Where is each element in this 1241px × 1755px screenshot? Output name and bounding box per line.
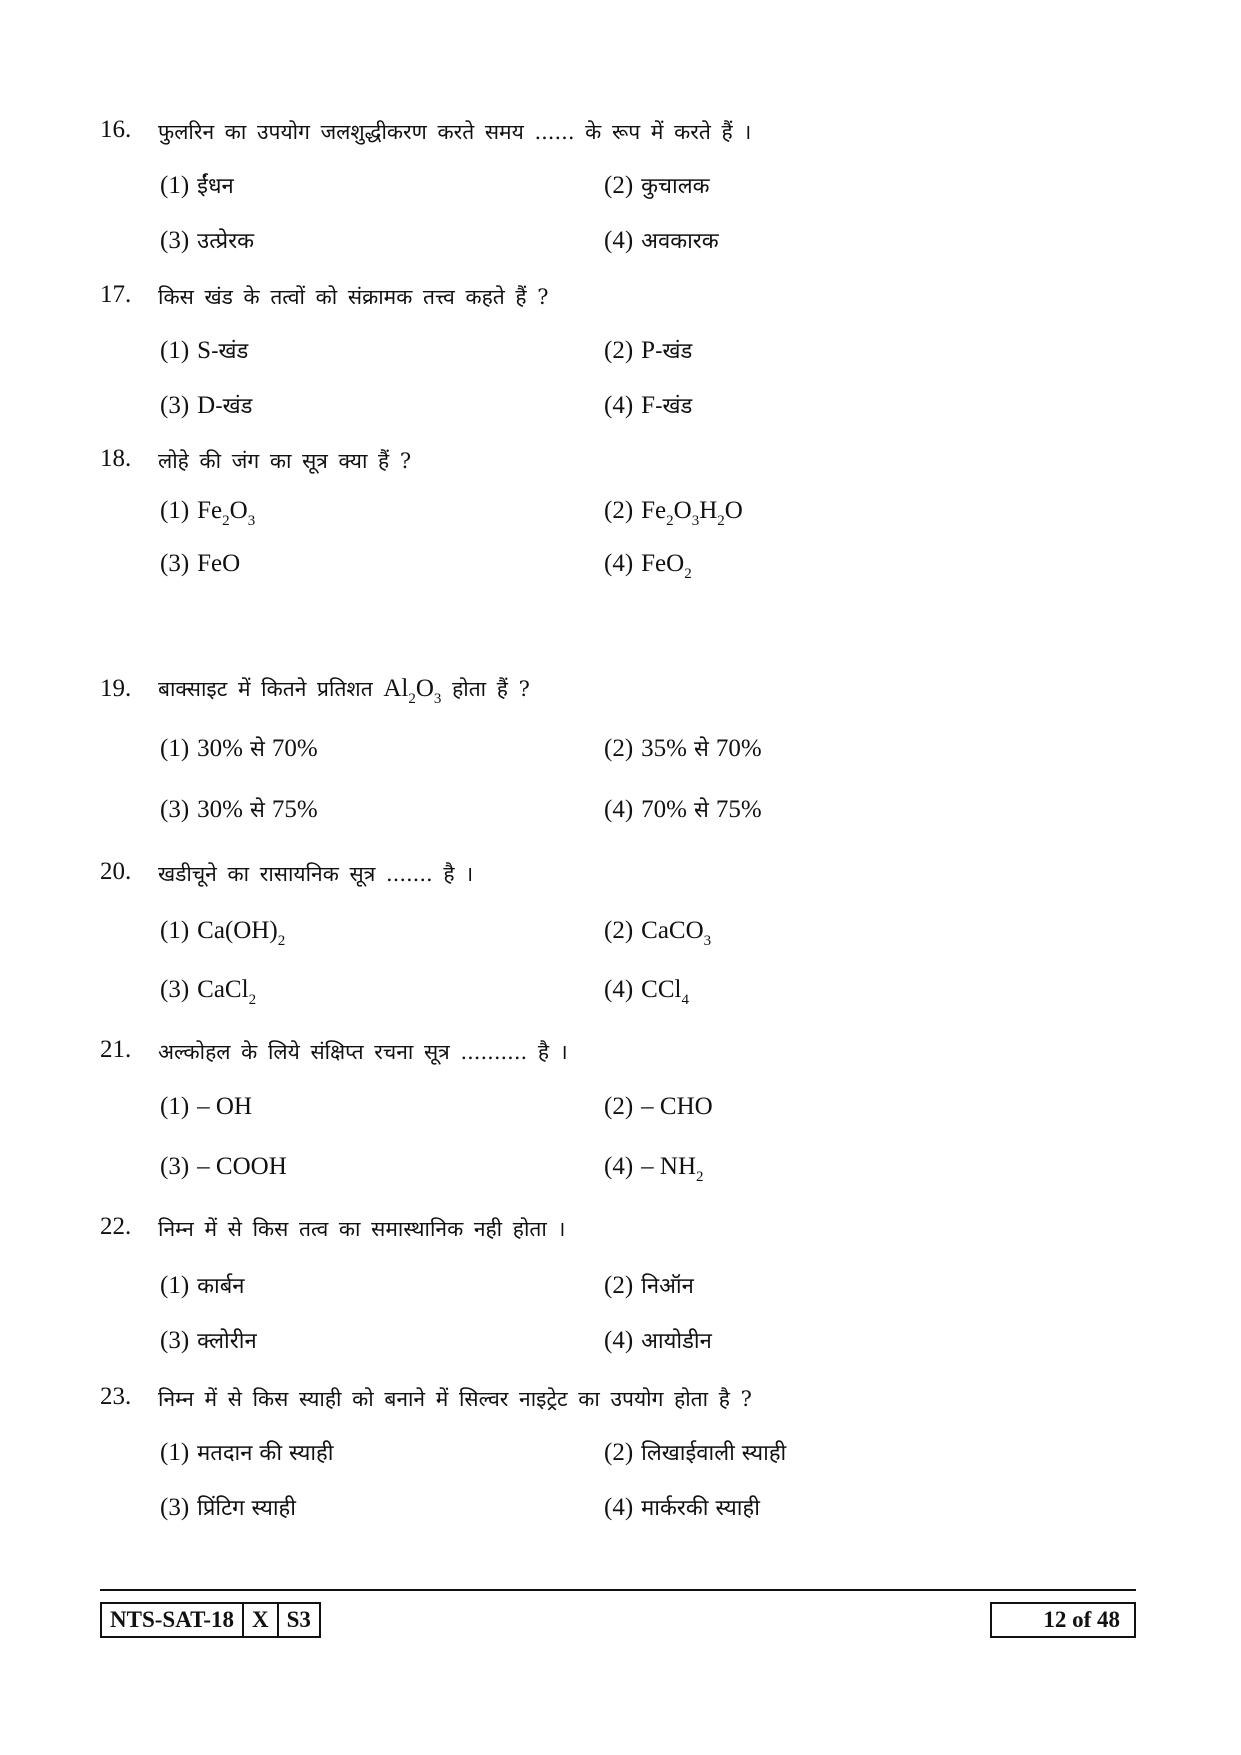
option-block-letter: F [641,392,656,419]
option-text: -खंड [211,339,249,364]
option-number: (1) [160,735,190,762]
option-text: कुचालक [641,174,710,199]
option-number: (4) [604,550,634,577]
option-number: (1) [160,1093,190,1120]
option-number: (1) [160,917,190,944]
option-number: (3) [160,796,190,823]
option-text: मार्करकी स्याही [641,1496,760,1521]
question-text: निम्न में से किस तत्व का समास्थानिक नही होता । [158,1217,566,1241]
option-sep: से [693,737,709,762]
option [604,1325,712,1355]
question-text: अल्कोहल के लिये संक्षिप्त रचना सूत्र .......... है । [158,1040,568,1064]
question-text-before: बाक्साइट में कितने प्रतिशत [158,677,373,701]
option [160,733,318,763]
question-number: 18. [100,445,132,472]
option-from: 30% [197,735,243,762]
option-number: (4) [604,227,634,254]
option [160,1437,333,1467]
option-from: 70% [641,796,687,823]
option [604,1437,786,1467]
option-number: (3) [160,1327,190,1354]
option-text: -खंड [215,394,253,419]
option-text: -खंड [655,394,693,419]
option-number: (1) [160,1439,190,1466]
option-number: (1) [160,1272,190,1299]
option-from: 35% [641,735,687,762]
class-code: X [244,1604,279,1636]
option [604,550,692,582]
option-number: (2) [604,1439,634,1466]
option [160,170,234,200]
option [604,1153,704,1185]
option [604,794,762,824]
question-number: 20. [100,858,132,885]
question-number: 22. [100,1213,132,1240]
option-number: (2) [604,917,634,944]
option-formula: – COOH [197,1153,287,1180]
question-number: 19. [100,675,132,702]
option-number: (3) [160,550,190,577]
option-to: 70% [715,735,762,762]
question-text: निम्न में से किस स्याही को बनाने में सिल्वर नाइट्रेट का उपयोग होता है ? [158,1387,752,1411]
option [160,335,248,365]
option [160,1325,257,1355]
exam-code-box [100,1602,321,1638]
option-number: (4) [604,392,634,419]
option-to: 70% [271,735,318,762]
option-text: अवकारक [641,229,719,254]
option [160,917,286,949]
option [160,1492,296,1522]
option [604,225,719,255]
option [160,1153,287,1181]
option-number: (2) [604,172,634,199]
option-formula: CaCO$_3$ [641,917,712,949]
question-number: 21. [100,1036,132,1063]
option-formula: – CHO [641,1093,713,1120]
option-formula: $Fe_2O_3$ [197,497,256,529]
option-number: (4) [604,1153,634,1180]
set-code: S3 [286,1607,311,1632]
option-number: (4) [604,1494,634,1521]
option-text: निऑन [641,1274,694,1299]
question-text-after: होता हैं ? [452,677,530,701]
option [160,794,318,824]
option-formula: $Fe_2O_3H_2O$ [641,497,743,529]
option [604,335,692,365]
option-text: ईंधन [197,174,234,199]
option-number: (4) [604,976,634,1003]
option-number: (3) [160,392,190,419]
question-text: खडीचूने का रासायनिक सूत्र ....... है । [158,862,474,886]
option-number: (2) [604,1272,634,1299]
option-text: लिखाईवाली स्याही [641,1441,787,1466]
option-number: (3) [160,976,190,1003]
option-number: (2) [604,735,634,762]
question-number: 16. [100,116,132,143]
option [604,976,689,1008]
option [160,1270,245,1300]
option-number: (1) [160,497,190,524]
option [604,1093,713,1121]
option-number: (1) [160,172,190,199]
option-text: कार्बन [197,1274,245,1299]
option [160,1093,252,1121]
option-number: (3) [160,227,190,254]
option-block-letter: S [197,337,212,364]
option-number: (3) [160,1494,190,1521]
page-number: 12 of 48 [990,1602,1136,1638]
option-block-letter: D [197,392,216,419]
option [160,550,240,578]
option-sep: से [249,798,265,823]
option [604,1492,760,1522]
option-number: (4) [604,1327,634,1354]
option [604,497,743,529]
question-text [158,675,530,707]
option-block-letter: P [641,337,656,364]
option-from: 30% [197,796,243,823]
option [604,733,762,763]
footer-rule [100,1589,1136,1591]
option-sep: से [249,737,265,762]
question-formula: $Al_2O_3$ [383,675,442,707]
option-formula: CaCl$_2$ [197,976,257,1008]
option-formula: $Ca(OH)_2$ [197,917,286,949]
option-text: उत्प्रेरक [197,229,255,254]
question-text: लोहे की जंग का सूत्र क्या हैं ? [158,449,412,473]
option-number: (1) [160,337,190,364]
option-formula: – OH [197,1093,253,1120]
option [160,497,256,529]
option-to: 75% [715,796,762,823]
option-formula: – $NH_2$ [641,1153,704,1185]
option [604,1270,694,1300]
option-to: 75% [271,796,318,823]
option [604,170,710,200]
option-text: आयोडीन [641,1329,712,1354]
option [604,390,692,420]
question-text: किस खंड के तत्वों को संक्रामक तत्त्व कहते हैं ? [158,285,549,309]
question-text: फुलरिन का उपयोग जलशुद्धीकरण करते समय ...... के रूप में करते हैं । [158,120,752,144]
option-number: (2) [604,337,634,364]
exam-code: NTS-SAT-18 [102,1604,244,1636]
option-text: -खंड [655,339,693,364]
option-number: (3) [160,1153,190,1180]
option [160,225,254,255]
option-number: (2) [604,497,634,524]
question-number: 23. [100,1383,132,1410]
option-sep: से [693,798,709,823]
option-text: क्लोरीन [197,1329,257,1354]
option-formula: FeO [197,550,241,577]
option-number: (4) [604,796,634,823]
option [160,976,257,1008]
option-text: मतदान की स्याही [197,1441,334,1466]
option-number: (2) [604,1093,634,1120]
option-text: प्रिंटिग स्याही [197,1496,296,1521]
option [604,917,712,949]
option [160,390,252,420]
question-number: 17. [100,281,132,308]
option-formula: CCl$_4$ [641,976,689,1008]
option-formula: FeO$_2$ [641,550,692,582]
